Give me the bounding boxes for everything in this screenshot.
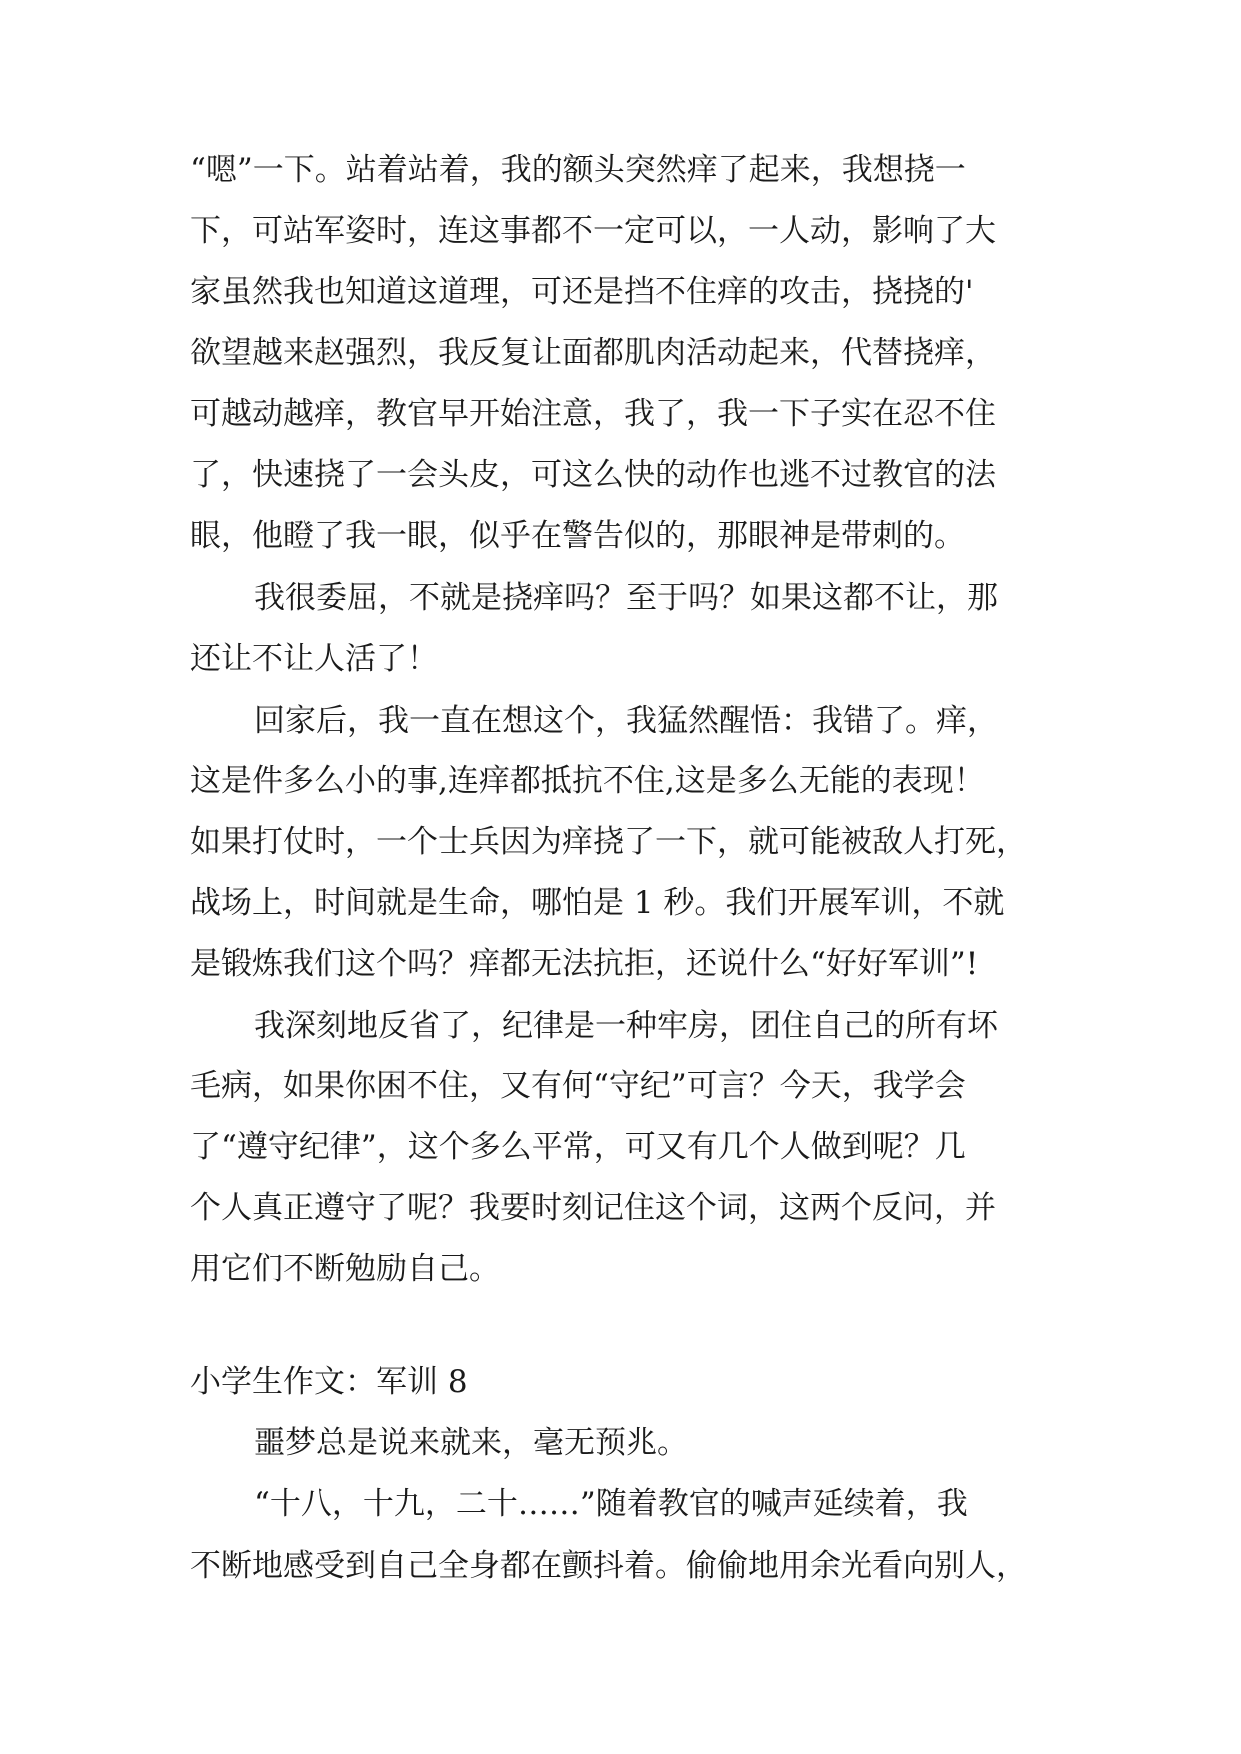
text-line: 了，快速挠了一会头皮，可这么快的动作也逃不过教官的法: [190, 457, 996, 493]
text-line: 了“遵守纪律”，这个多么平常，可又有几个人做到呢？几: [190, 1129, 966, 1165]
text-line: 不断地感受到自己全身都在颤抖着。偷偷地用余光看向别人，: [190, 1548, 1027, 1584]
text-line: 毛病，如果你困不住，又有何“守纪”可言？今天，我学会: [190, 1068, 966, 1104]
text-line: 眼，他瞪了我一眼，似乎在警告似的，那眼神是带刺的。: [190, 518, 965, 554]
text-line: 如果打仗时，一个士兵因为痒挠了一下，就可能被敌人打死，: [190, 824, 1027, 860]
text-line: 下，可站军姿时，连这事都不一定可以，一人动，影响了大: [190, 213, 996, 249]
text-line: 这是件多么小的事,连痒都抵抗不住,这是多么无能的表现！: [190, 763, 985, 799]
text-line: 噩梦总是说来就来，毫无预兆。: [254, 1425, 688, 1461]
text-line: “十八，十九，二十……”随着教官的喊声延续着，我: [254, 1486, 968, 1522]
text-line: 欲望越来赵强烈，我反复让面都肌肉活动起来，代替挠痒，: [190, 335, 996, 371]
text-line: 我很委屈，不就是挠痒吗？至于吗？如果这都不让，那: [254, 580, 998, 616]
text-line: 还让不让人活了！: [190, 641, 438, 677]
text-line: 是锻炼我们这个吗？痒都无法抗拒，还说什么“好好军训”!: [190, 946, 979, 982]
text-line: 回家后，我一直在想这个，我猛然醒悟：我错了。痒，: [254, 703, 998, 739]
text-line: “嗯”一下。站着站着，我的额头突然痒了起来，我想挠一: [190, 152, 966, 188]
text-line: 可越动越痒，教官早开始注意，我了，我一下子实在忍不住: [190, 396, 996, 432]
text-line: 我深刻地反省了，纪律是一种牢房，团住自己的所有坏: [254, 1008, 998, 1044]
text-line: 家虽然我也知道这道理，可还是挡不住痒的攻击，挠挠的': [190, 274, 974, 310]
text-line: 用它们不断勉励自己。: [190, 1251, 500, 1287]
section-heading: 小学生作文：军训 8: [190, 1364, 468, 1400]
text-line: 个人真正遵守了呢？我要时刻记住这个词，这两个反问，并: [190, 1190, 996, 1226]
text-line: 战场上，时间就是生命，哪怕是 1 秒。我们开展军训，不就: [190, 885, 1005, 921]
